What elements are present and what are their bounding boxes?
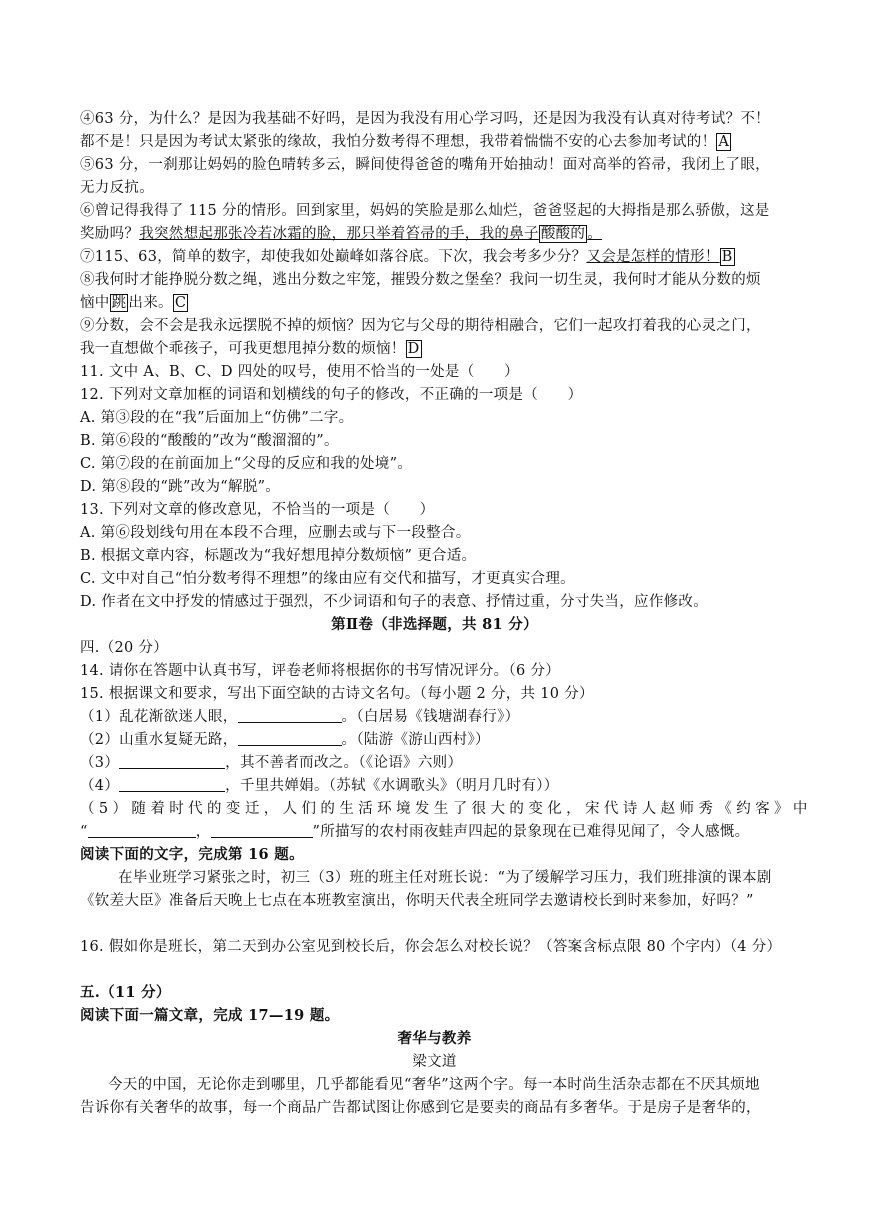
q15-5-tail: ”所描写的农村雨夜蛙声四起的景象现在已难得见闻了，令人感慨。 xyxy=(312,824,750,840)
q15-item-5-line-2 xyxy=(80,820,749,841)
paragraph-9-line-2 xyxy=(80,337,422,358)
q15-item-3 xyxy=(80,751,462,772)
mark-b-box: B xyxy=(721,249,733,265)
q15-4-prompt: （4） xyxy=(80,778,120,794)
q15-item-2 xyxy=(80,728,490,749)
paragraph-8-line-2 xyxy=(80,291,188,312)
paragraph-9-line-1: ⑨分数，会不会是我永远摆脱不掉的烦恼？因为它与父母的期待相融合，它们一起攻打着我的心灵之门， xyxy=(80,318,761,334)
paragraph-5-line-1: ⑤63 分，一刹那让妈妈的脸色晴转多云，瞬间使得爸爸的嘴角开始抽动！面对高举的笞帚，我闭上了眼， xyxy=(80,157,770,173)
paragraph-7-text: ⑦115、63，简单的数字，却使我如处巅峰如落谷底。下次，我会考多少分？ xyxy=(80,249,587,265)
read-16-line-1: 在毕业班学习紧张之时，初三（3）班的班主任对班长说：“为了缓解学习压力，我们班排演的课本剧 xyxy=(118,870,772,886)
q15-item-1 xyxy=(80,705,519,726)
open-quote: “ xyxy=(80,824,88,840)
mark-c-box: C xyxy=(174,295,187,311)
answer-blank-1[interactable] xyxy=(238,707,342,723)
paragraph-6-lead: 奖励吗？ xyxy=(80,226,140,242)
question-11: 11. 文中 A、B、C、D 四处的叹号，使用不恰当的一处是（ ） xyxy=(80,364,519,380)
question-15: 15. 根据课文和要求，写出下面空缺的古诗文名句。（每小题 2 分，共 10 分） xyxy=(80,686,594,702)
q12-option-b: B. 第⑥段的“酸酸的”改为“酸溜溜的”。 xyxy=(80,433,339,449)
underlined-sentence-p6 xyxy=(139,226,602,242)
paragraph-6-line-1: ⑥曾记得我得了 115 分的情形。回到家里，妈妈的笑脸是那么灿烂，爸爸竖起的大拇指是那么骄傲，这是 xyxy=(80,203,770,219)
q15-4-source: ，千里共婵娟。（苏轼《水调歌头》（明月几时有）） xyxy=(225,778,559,794)
read-16-intro: 阅读下面的文字，完成第 16 题。 xyxy=(80,846,304,863)
q12-option-a: A. 第③段的在“我”后面加上“仿佛”二字。 xyxy=(80,410,354,426)
underlined-end: 。 xyxy=(587,226,603,242)
q15-1-prompt: （1）乱花渐欲迷人眼， xyxy=(80,709,238,725)
answer-blank-4[interactable] xyxy=(119,776,225,792)
answer-blank-5a[interactable] xyxy=(88,822,196,838)
article-body-line-2: 告诉你有关奢华的故事，每一个商品广告都试图让你感到它是要卖的商品有多奢华。于是房子是奢华的， xyxy=(80,1100,761,1116)
paragraph-8-tail: 出来。 xyxy=(128,295,173,311)
section-5-heading: 五.（11 分） xyxy=(80,984,171,1001)
q13-option-d: D. 作者在文中抒发的情感过于强烈，不少词语和句子的表意、抒情过重，分寸失当，应作修改。 xyxy=(80,594,709,610)
paragraph-4-line-2 xyxy=(80,130,731,151)
q15-3-prompt: （3） xyxy=(80,755,120,771)
answer-blank-5b[interactable] xyxy=(211,822,313,838)
article-title: 奢华与教养 xyxy=(397,1030,472,1047)
paragraph-7 xyxy=(80,245,735,266)
q15-3-source: ，其不善者而改之。（《论语》六则） xyxy=(225,755,463,771)
part-2-title: 第Ⅱ卷（非选择题，共 81 分） xyxy=(331,616,538,633)
paragraph-8-line-1: ⑧我何时才能挣脱分数之绳，逃出分数之牢笼，摧毁分数之堡垒？我问一切生灵，我何时才能从分数的烦 xyxy=(80,272,761,288)
question-16: 16. 假如你是班长，第二天到办公室见到校长后，你会怎么对校长说？（答案含标点限 80 个字内）（4 分） xyxy=(80,939,782,955)
q15-2-source: 。（陆游《游山西村》） xyxy=(341,732,490,748)
read-16-line-2: 《钦差大臣》准备后天晚上七点在本班教室演出，你明天代表全班同学去邀请校长到时来参加，好吗？” xyxy=(80,893,754,909)
boxed-word-suansuande: 酸酸的 xyxy=(540,226,586,242)
comma: ， xyxy=(195,824,211,840)
article-author: 梁文道 xyxy=(412,1054,457,1070)
section-5-intro: 阅读下面一篇文章，完成 17—19 题。 xyxy=(80,1007,340,1024)
q15-1-source: 。（白居易《钱塘湖春行》） xyxy=(341,709,520,725)
article-body-line-1: 今天的中国，无论你走到哪里，几乎都能看见“奢华”这两个字。每一本时尚生活杂志都在不厌其烦地 xyxy=(108,1077,760,1093)
paragraph-8-lead: 恼中 xyxy=(80,295,110,311)
mark-a-box: A xyxy=(718,134,730,150)
question-12: 12. 下列对文章加框的词语和划横线的句子的修改，不正确的一项是（ ） xyxy=(80,387,583,403)
underlined-sentence-p7: 又会是怎样的情形！ xyxy=(586,249,720,265)
q15-item-4 xyxy=(80,774,559,795)
q13-option-a: A. 第⑥段划线句用在本段不合理，应删去或与下一段整合。 xyxy=(80,525,471,541)
section-4-heading: 四.（20 分） xyxy=(80,640,169,656)
boxed-word-tiao: 跳 xyxy=(111,295,127,311)
underlined-text: 我突然想起那张冷若冰霜的脸，那只举着笞帚的手，我的鼻子 xyxy=(139,226,539,242)
paragraph-6-line-2 xyxy=(80,222,602,243)
q12-option-d: D. 第⑧段的“跳”改为“解脱”。 xyxy=(80,479,281,495)
q12-option-c: C. 第⑦段的在前面加上“父母的反应和我的处境”。 xyxy=(80,456,413,472)
q13-option-c: C. 文中对自己“怕分数考得不理想”的缘由应有交代和描写，才更真实合理。 xyxy=(80,571,575,587)
q15-item-5-line-1: （5）随着时代的变迁，人们的生活环境发生了很大的变化，宋代诗人赵师秀《约客》中 xyxy=(80,801,812,817)
question-13: 13. 下列对文章的修改意见，不恰当的一项是（ ） xyxy=(80,502,435,518)
paragraph-4-text: 都不是！只是因为考试太紧张的缘故，我怕分数考得不理想，我带着惴惴不安的心去参加考试的！ xyxy=(80,134,717,150)
mark-d-box: D xyxy=(407,341,420,357)
q13-option-b: B. 根据文章内容，标题改为“我好想甩掉分数烦恼” 更合适。 xyxy=(80,548,477,564)
answer-blank-2[interactable] xyxy=(238,730,342,746)
answer-blank-3[interactable] xyxy=(119,753,225,769)
paragraph-5-line-2: 无力反抗。 xyxy=(80,180,154,196)
paragraph-9-text: 我一直想做个乖孩子，可我更想甩掉分数的烦恼！ xyxy=(80,341,406,357)
question-14: 14. 请你在答题中认真书写，评卷老师将根据你的书写情况评分。（6 分） xyxy=(80,663,561,679)
paragraph-4-line-1: ④63 分，为什么？是因为我基础不好吗，是因为我没有用心学习吗，还是因为我没有认真对待考试？不！ xyxy=(80,111,770,127)
q15-2-prompt: （2）山重水复疑无路， xyxy=(80,732,238,748)
